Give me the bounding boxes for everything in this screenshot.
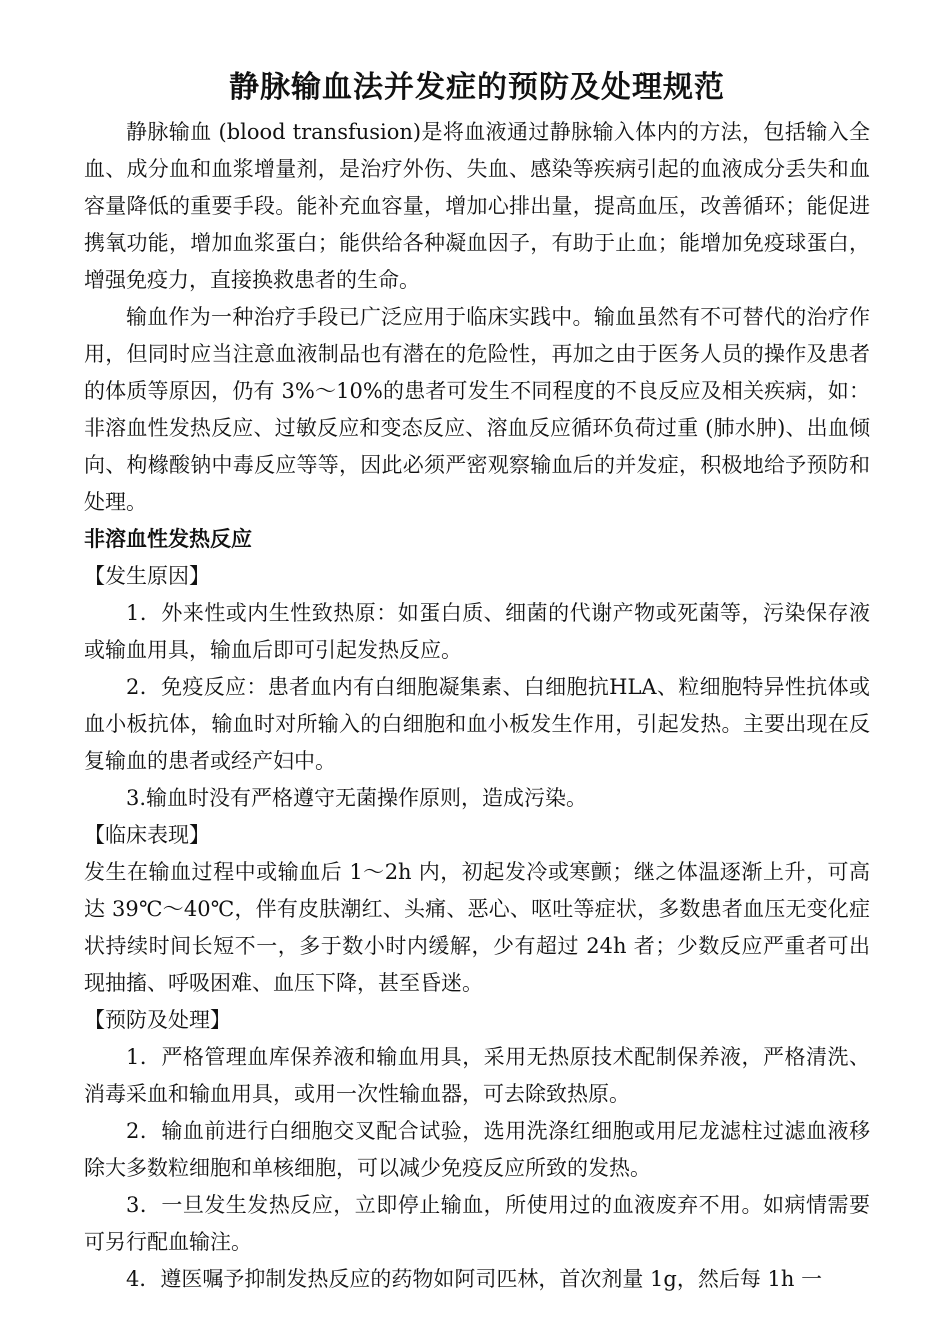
intro-paragraph-1: 静脉输血 (blood transfusion)是将血液通过静脉输入体内的方法，包括输入全血、成分血和血浆增量剂，是治疗外伤、失血、感染等疾病引起的血液成分丢失和血容量降低的重要手段。能补充血容量，增加心排出量，提高血压，改善循环；能促进携氧功能，增加血浆蛋白；能供给各种凝血因子，有助于止血；能增加免疫球蛋白，增强免疫力，直接换救患者的生命。 — [84, 120, 870, 292]
intro-paragraph-2: 输血作为一种治疗手段已广泛应用于临床实践中。输血虽然有不可替代的治疗作用，但同时应当注意血液制品也有潜在的危险性，再加之由于医务人员的操作及患者的体质等原因，仍有 3%～10%的患者可发生不同程度的不良反应及相关疾病，如：非溶血性发热反应、过敏反应和变态反应、溶血反应循环负荷过重 (肺水肿)、出血倾向、枸橼酸钠中毒反应等等，因此必须严密观察输血后的并发症，积极地给予预防和处理。 — [84, 305, 870, 514]
manifestations-heading: 【临床表现】 — [84, 823, 210, 847]
cause-item-3: 3.输血时没有严格遵守无菌操作原则，造成污染。 — [126, 786, 588, 810]
document-title: 静脉输血法并发症的预防及处理规范 — [229, 70, 725, 105]
prevention-item-4: 4．遵医嘱予抑制发热反应的药物如阿司匹林，首次剂量 1g，然后每 1h 一 — [126, 1267, 823, 1291]
cause-item-1: 1．外来性或内生性致热原：如蛋白质、细菌的代谢产物或死菌等，污染保存液或输血用具，输血后即可引起发热反应。 — [84, 601, 870, 662]
document-page — [84, 66, 870, 1298]
prevention-item-2: 2．输血前进行白细胞交叉配合试验，选用洗涤红细胞或用尼龙滤柱过滤血液移除大多数粒细胞和单核细胞，可以减少免疫反应所致的发热。 — [84, 1119, 870, 1180]
cause-item-2: 2．免疫反应：患者血内有白细胞凝集素、白细胞抗HLA、粒细胞特异性抗体或血小板抗体，输血时对所输入的白细胞和血小板发生作用，引起发热。主要出现在反复输血的患者或经产妇中。 — [84, 675, 870, 773]
prevention-item-3: 3．一旦发生发热反应，立即停止输血，所使用过的血液废弃不用。如病情需要可另行配血输注。 — [84, 1193, 870, 1254]
manifestations-text: 发生在输血过程中或输血后 1～2h 内，初起发冷或寒颤；继之体温逐渐上升，可高达 39℃～40℃，伴有皮肤潮红、头痛、恶心、呕吐等症状，多数患者血压无变化症状持续时间长短不一，多于数小时内缓解，少有超过 24h 者；少数反应严重者可出现抽搐、呼吸困难、血压下降，甚至昏迷。 — [84, 860, 870, 995]
prevention-item-1: 1．严格管理血库保养液和输血用具，采用无热原技术配制保养液，严格清洗、消毒采血和输血用具，或用一次性输血器，可去除致热原。 — [84, 1045, 870, 1106]
prevention-heading: 【预防及处理】 — [84, 1008, 231, 1032]
causes-heading: 【发生原因】 — [84, 564, 210, 588]
section-heading: 非溶血性发热反应 — [84, 527, 252, 551]
